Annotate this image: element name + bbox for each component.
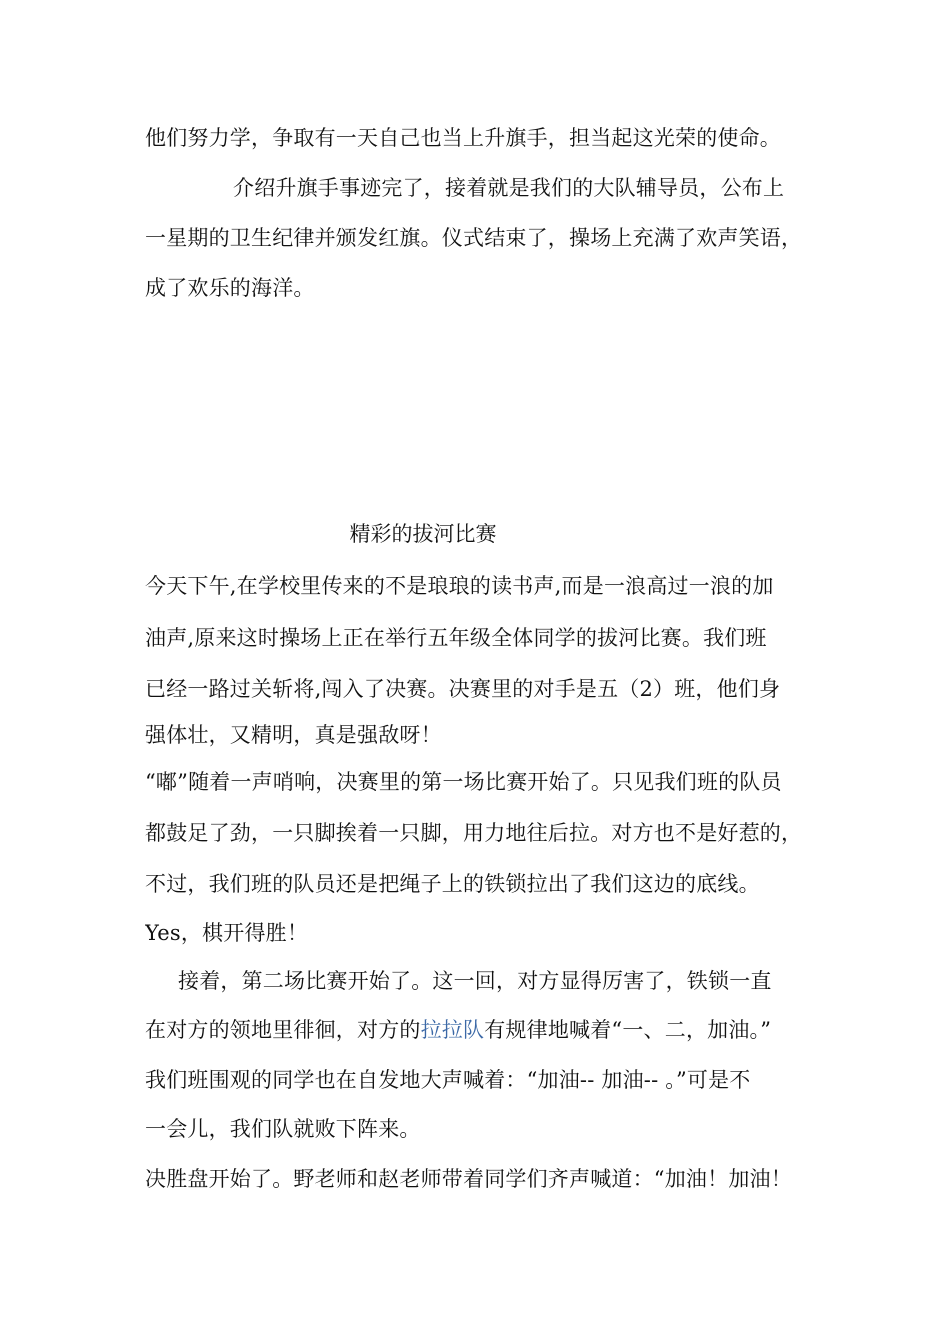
paragraph-line: 不过，我们班的队员还是把绳子上的铁锁拉出了我们这边的底线。 bbox=[145, 872, 760, 896]
paragraph-line-with-link bbox=[145, 1016, 815, 1044]
paragraph-line: 今天下午,在学校里传来的不是琅琅的读书声,而是一浪高过一浪的加 bbox=[145, 574, 774, 598]
paragraph-line: 成了欢乐的海洋。 bbox=[145, 276, 315, 300]
paragraph-line: 接着，第二场比赛开始了。这一回，对方显得厉害了，铁锁一直 bbox=[178, 969, 772, 993]
paragraph-line: 强体壮，又精明，真是强敌呀！ bbox=[145, 723, 442, 747]
paragraph-line: 已经一路过关斩将,闯入了决赛。决赛里的对手是五（2）班，他们身 bbox=[145, 677, 781, 701]
paragraph-line: 介绍升旗手事迹完了，接着就是我们的大队辅导员，公布上 bbox=[233, 176, 785, 200]
paragraph-line: 一星期的卫生纪律并颁发红旗。仪式结束了，操场上充满了欢声笑语， bbox=[145, 226, 803, 250]
paragraph-line: 都鼓足了劲，一只脚挨着一只脚，用力地往后拉。对方也不是好惹的， bbox=[145, 821, 803, 845]
paragraph-line: Yes，棋开得胜！ bbox=[145, 921, 309, 945]
article-title bbox=[0, 520, 950, 548]
line-text-after-link: 有规律地喊着“一、二，加油。” bbox=[484, 1018, 772, 1042]
article-title-text: 精彩的拔河比赛 bbox=[349, 522, 497, 546]
cheerleaders-link[interactable]: 拉拉队 bbox=[420, 1018, 485, 1042]
paragraph-line: 决胜盘开始了。野老师和赵老师带着同学们齐声喊道：“加油！加油！ bbox=[145, 1167, 792, 1191]
paragraph-line: 一会儿，我们队就败下阵来。 bbox=[145, 1117, 421, 1141]
paragraph-line: “嘟”随着一声哨响，决赛里的第一场比赛开始了。只见我们班的队员 bbox=[145, 770, 782, 794]
paragraph-line: 他们努力学，争取有一天自己也当上升旗手，担当起这光荣的使命。 bbox=[145, 126, 781, 150]
paragraph-line: 油声,原来这时操场上正在举行五年级全体同学的拔河比赛。我们班 bbox=[145, 626, 767, 650]
paragraph-line: 我们班围观的同学也在自发地大声喊着：“加油-- 加油-- 。”可是不 bbox=[145, 1068, 751, 1092]
line-text-before-link: 在对方的领地里徘徊，对方的 bbox=[145, 1018, 421, 1042]
